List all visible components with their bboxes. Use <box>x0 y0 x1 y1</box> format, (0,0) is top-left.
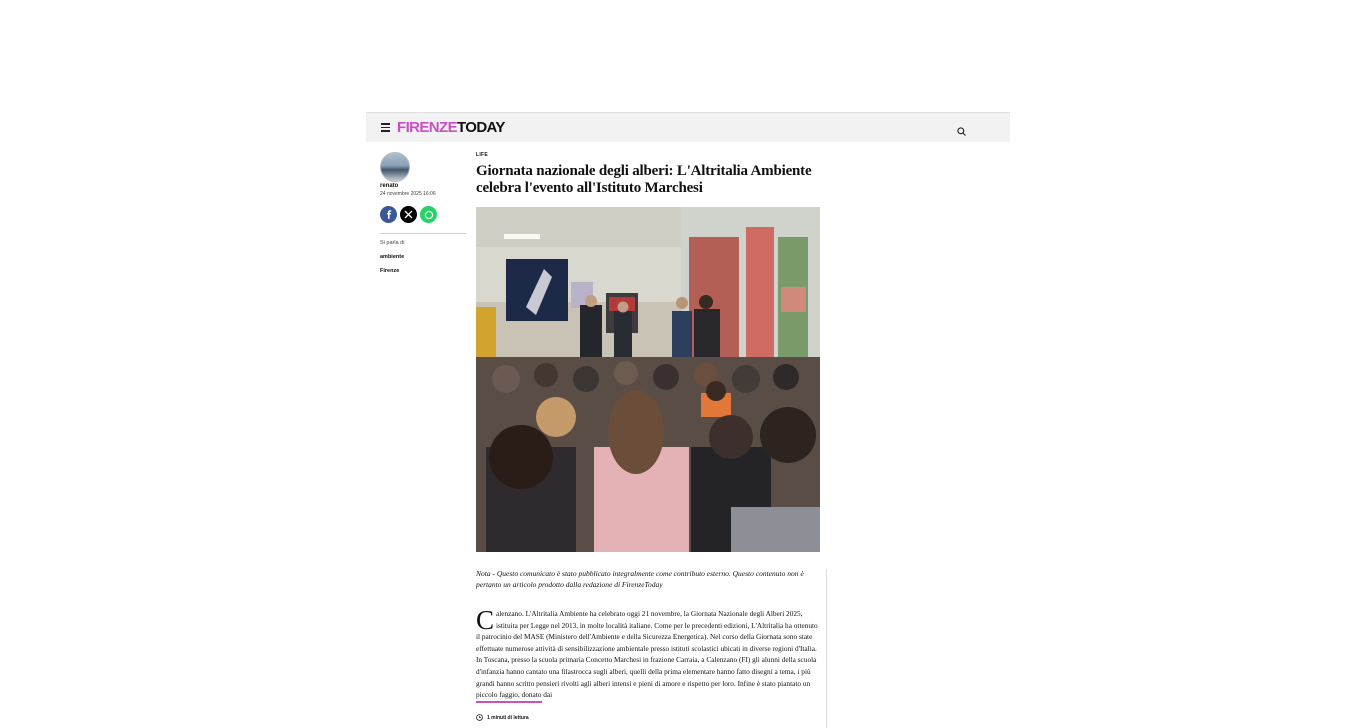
article-body <box>476 605 821 701</box>
article-body-text: alenzano. L'Altritalia Ambiente ha celebrato oggi 21 novembre, la Giornata Nazionale degli Alberi 2025, istituita per Legge nel 2013, in molte località italiane. Come per le precedenti edizioni, L'Altritalia ha ottenuto il patrocinio del MASE (Ministero dell'Ambiente e della Sicurezza Energetica). Nel corso della Giornata sono state effettuate numerose attività di sensibilizzazione ambientale presso istituti scolastici ubicati in diverse regioni d'Italia. In Toscana, presso la scuola primaria Concetto Marchesi in frazione Carraia, a Calenzano (FI) gli alunni della scuola d'infanzia hanno cantato una filastrocca sugli alberi, quelli della prima elementare hanno fatto disegni a tema, i più grandi hanno scritto pensieri rivolti agli alberi intensi e pieni di amore e rispetto per loro. Infine è stato piantato un piccolo faggio, donato dai <box>476 609 818 700</box>
article-title: Giornata nazionale degli alberi: L'Altritalia Ambiente celebra l'evento all'Istituto Marchesi <box>476 163 812 196</box>
tag-ambiente[interactable]: ambiente <box>380 254 405 260</box>
logo-firenze: FIRENZE <box>397 119 457 136</box>
site-logo[interactable] <box>397 120 505 136</box>
x-icon <box>404 210 413 219</box>
clock-icon <box>476 714 483 721</box>
external-contribution-note: Nota - Questo comunicato è stato pubblicato integralmente come contributo esterno. Questo contenuto non è pertanto un articolo prodotto dalla redazione di FirenzeToday <box>476 569 804 589</box>
drop-cap: C <box>476 605 495 635</box>
tags-label: Si parla di <box>380 240 405 246</box>
reading-time <box>476 714 529 721</box>
x-share-button[interactable] <box>400 206 417 223</box>
facebook-icon <box>385 210 393 219</box>
facebook-share-button[interactable] <box>380 206 397 223</box>
whatsapp-icon <box>424 210 434 220</box>
logo-today: TODAY <box>456 119 505 136</box>
author-name[interactable]: renato <box>380 183 399 189</box>
whatsapp-share-button[interactable] <box>420 206 437 223</box>
reading-time-label: 1 minuti di lettura <box>487 714 529 721</box>
author-avatar[interactable] <box>380 152 410 182</box>
article-main <box>476 152 821 703</box>
link-underline <box>476 701 542 703</box>
content-divider-line <box>826 569 827 728</box>
article-photo <box>476 207 820 552</box>
sidebar-divider <box>380 233 466 234</box>
share-buttons <box>380 206 466 223</box>
article-sidebar <box>380 152 466 274</box>
top-navigation-bar <box>366 112 1010 142</box>
publish-date: 24 novembre 2025 16:06 <box>380 191 436 197</box>
page <box>366 112 1010 728</box>
tag-firenze[interactable]: Firenze <box>380 268 400 274</box>
article-category[interactable]: LIFE <box>476 152 489 158</box>
search-icon[interactable] <box>957 123 966 132</box>
hamburger-menu-icon[interactable] <box>381 123 390 131</box>
